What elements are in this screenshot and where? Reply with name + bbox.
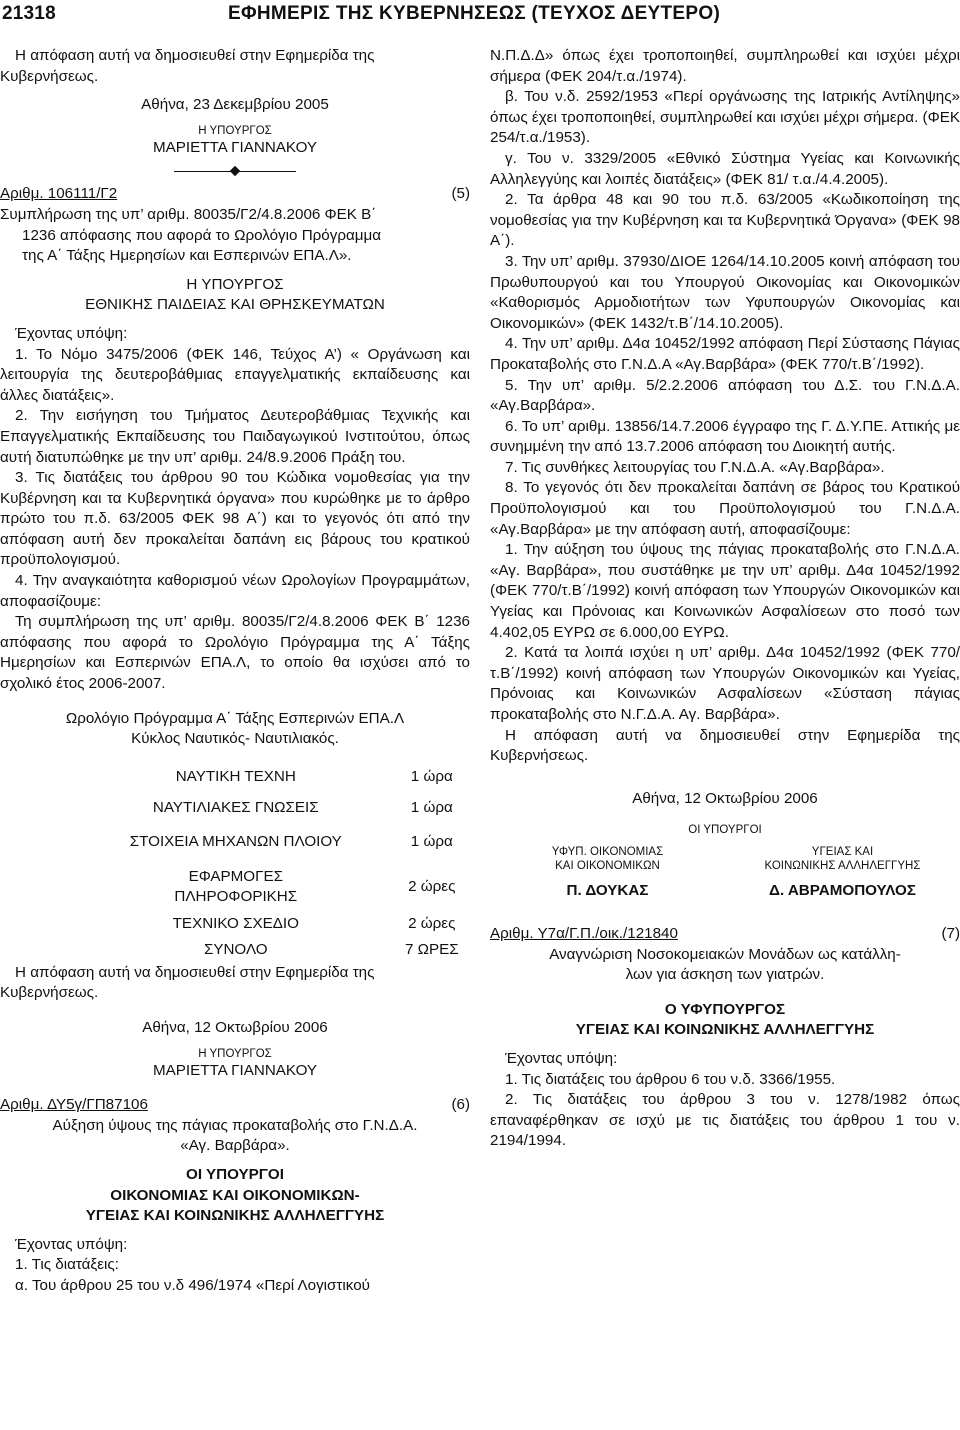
authority-title: ΟΙ ΥΠΟΥΡΓΟΙ xyxy=(186,1165,284,1183)
signatory-name: ΜΑΡΙΕΤΤΑ ΓΙΑΝΝΑΚΟΥ xyxy=(152,138,318,156)
decision-index: (5) xyxy=(451,185,470,203)
authority-name: ΥΓΕΙΑΣ ΚΑΙ ΚΟΙΝΩΝΙΚΗΣ ΑΛΛΗΛΕΓΓΥΗΣ xyxy=(85,1207,385,1225)
having-regard: Έχοντας υπόψη: xyxy=(15,1235,128,1253)
signatory-title: Η ΥΠΟΥΡΓΟΣ xyxy=(198,1047,272,1060)
paragraph: 2. Την εισήγηση του Τμήματος Δευτεροβάθμιας Τεχνικής και Επαγγελματικής Εκπαίδευσης του Παιδαγωγικού Ινστιτούτου, όπως αυτή διατυπώθηκε με την υπ’ αριθμ. 24/8.9.2006 Πράξη του. xyxy=(0,407,470,466)
authority-title: Ο ΥΦΥΠΟΥΡΓΟΣ xyxy=(664,1000,786,1018)
table-row xyxy=(78,821,470,863)
signatory-title: ΟΙ ΥΠΟΥΡΓΟΙ xyxy=(688,824,762,837)
subject-cell: ΝΑΥΤΙΚΗ ΤΕΧΝΗ xyxy=(175,768,296,786)
signatory-role: ΚΑΙ ΟΙΚΟΝΟΜΙΚΩΝ xyxy=(555,860,660,873)
signatory-title: Η ΥΠΟΥΡΓΟΣ xyxy=(198,124,272,137)
paragraph: 1. Τις διατάξεις: xyxy=(15,1256,119,1274)
page-header xyxy=(0,0,960,36)
having-regard: Έχοντας υπόψη: xyxy=(15,324,128,342)
signatory-role: ΚΟΙΝΩΝΙΚΗΣ ΑΛΛΗΛΕΓΓΥΗΣ xyxy=(764,860,921,873)
paragraph: 1. Τις διατάξεις του άρθρου 6 του ν.δ. 3366/1955. xyxy=(505,1070,836,1088)
signatory-name: Π. ΔΟΥΚΑΣ xyxy=(566,882,649,900)
paragraph: 2. Τα άρθρα 48 και 90 του π.δ. 63/2005 «Κωδικοποίηση της νομοθεσίας για την Κυβέρνηση και τα Κυβερνητικά Όργανα» (ΦΕΚ 98 Α΄). xyxy=(490,191,960,250)
hours-cell: 2 ώρες xyxy=(408,877,456,895)
decision-number: Αριθμ. Υ7α/Γ.Π./οικ./121840 xyxy=(490,924,678,942)
paragraph: Ν.Π.Δ.Δ» όπως έχει τροποποιηθεί, συμπληρωθεί και ισχύει μέχρι σήμερα (ΦΕΚ 204/τ.α./1974). xyxy=(490,47,960,85)
paragraph: 4. Την υπ’ αριθμ. Δ4α 10452/1992 απόφαση Περί Σύστασης Πάγιας Προκαταβολής στο Γ.Ν.Δ.Α «Αγ.Βαρβάρα» (ΦΕΚ 770/τ.Β΄/1992). xyxy=(490,335,960,373)
paragraph: 3. Την υπ’ αριθμ. 37930/ΔΙΟΕ 1264/14.10.2005 κοινή απόφαση του Πρωθυπουργού και του Υπουργού Οικονομίας και Οικονομικών «Καθορισμός Αρμοδιοτήτων των Υφυπουργών Οικονομίας και Οικονομικών» (ΦΕΚ 1432/τ.Β΄/14.10.2005). xyxy=(490,252,960,332)
decision-index: (7) xyxy=(941,924,960,942)
signatory-role: ΥΦΥΠ. ΟΙΚΟΝΟΜΙΑΣ xyxy=(551,846,664,859)
subject-cell: ΣΥΝΟΛΟ xyxy=(203,940,268,958)
page-number: 21318 xyxy=(2,3,56,24)
decision-number-row xyxy=(0,184,470,205)
paragraph: 5. Την υπ’ αριθμ. 5/2.2.2006 απόφαση του Δ.Σ. του Γ.Ν.Δ.Α. «Αγ.Βαρβάρα». xyxy=(490,376,960,415)
signature-right xyxy=(725,845,960,902)
table-row xyxy=(78,911,470,937)
paragraph: 2. Κατά τα λοιπά ισχύει η υπ’ αριθμ. Δ4α 10452/1992 (ΦΕΚ 770/τ.Β΄/1992) κοινή απόφαση των Υπουργών Οικονομικών και Υγείας, Πρόνοιας και Κοινωνικών Ασφαλίσεων «Σύσταση πάγιας προκαταβολής στο Ν.Γ.Δ.Α. Αγ. Βαρβάρα». xyxy=(490,644,960,723)
paragraph: 7. Τις συνθήκες λειτουργίας του Γ.Ν.Δ.Α. «Αγ.Βαρβάρα». xyxy=(505,458,885,476)
decision-number: Αριθμ. 106111/Γ2 xyxy=(0,185,118,203)
authority-title: Η ΥΠΟΥΡΓΟΣ xyxy=(186,275,284,293)
journal-title: ΕΦΗΜΕΡΙΣ ΤΗΣ ΚΥΒΕΡΝΗΣΕΩΣ (ΤΕΥΧΟΣ ΔΕΥΤΕΡΟ) xyxy=(228,3,721,24)
paragraph: γ. Του ν. 3329/2005 «Εθνικό Σύστημα Υγείας και Κοινωνικής Αλληλεγγύης και λοιπές διατάξεις» (ΦΕΚ 81/ τ.α./4.4.2005). xyxy=(490,149,960,188)
paragraph: 1. Το Νόμο 3475/2006 (ΦΕΚ 146, Τεύχος Α’) « Οργάνωση και λειτουργία της δευτεροβάθμιας επαγγελματικής εκπαίδευσης και άλλες διατάξεις». xyxy=(0,345,470,404)
authority-name: ΟΙΚΟΝΟΜΙΑΣ ΚΑΙ ΟΙΚΟΝΟΜΙΚΩΝ- xyxy=(110,1186,360,1204)
joint-signatures xyxy=(490,845,960,902)
hours-cell: 2 ώρες xyxy=(408,914,456,932)
separator xyxy=(174,164,296,178)
table-row xyxy=(78,863,470,911)
paragraph: 6. Το υπ’ αριθμ. 13856/14.7.2006 έγγραφο της Γ. Δ.Υ.ΠΕ. Αττικής με συνημμένη την από 13.7.2006 απόφαση του Διοικητή αυτής. xyxy=(490,417,960,456)
date-line: Αθήνα, 12 Οκτωβρίου 2006 xyxy=(632,789,818,807)
paragraph: 1. Την αύξηση του ύψους της πάγιας προκαταβολής στο Γ.Ν.Δ.Α. «Αγ. Βαρβάρα», που συστάθηκε με την υπ’ αριθμ. Δ4α 10452/1992 (ΦΕΚ 770/τ.Β΄/1992) κοινή απόφαση των Υπουργών Οικονομικών και Υγείας και Πρόνοιας και Κοινωνικών Ασφαλίσεων στο ποσό των 4.402,05 ΕΥΡΩ σε 6.000,00 ΕΥΡΩ. xyxy=(490,541,960,641)
authority-name: ΕΘΝΙΚΗΣ ΠΑΙΔΕΙΑΣ ΚΑΙ ΘΡΗΣΚΕΥΜΑΤΩΝ xyxy=(85,296,385,314)
subject-cell: ΝΑΥΤΙΛΙΑΚΕΣ ΓΝΩΣΕΙΣ xyxy=(152,798,319,816)
decision-number: Αριθμ. ΔΥ5γ/ΓΠ87106 xyxy=(0,1096,148,1114)
date-line: Αθήνα, 12 Οκτωβρίου 2006 xyxy=(142,1019,328,1036)
decision-number-row xyxy=(490,924,960,945)
decision-title: Συμπλήρωση της υπ’ αριθμ. 80035/Γ2/4.8.2006 ΦΕΚ Β΄ 1236 απόφασης που αφορά το Ωρολόγιο Πρόγραμμα της Α΄ Τάξης Ημερησίων και Εσπερινών ΕΠΑ.Λ». xyxy=(0,205,382,265)
publication-line: Η απόφαση αυτή να δημοσιευθεί στην Εφημερίδα της Κυβερνήσεως. xyxy=(490,726,960,765)
table-row xyxy=(78,937,470,963)
publication-line: Η απόφαση αυτή να δημοσιευθεί στην Εφημερίδα της Κυβερνήσεως. xyxy=(0,963,375,1002)
paragraph: Τη συμπλήρωση της υπ’ αριθμ. 80035/Γ2/4.8.2006 ΦΕΚ Β΄ 1236 απόφασης που αφορά το Ωρολόγιο Πρόγραμμα της Α΄ Τάξης Ημερησίων και Εσπερινών ΕΠΑ.Λ, το οποίο θα ισχύσει από το σχολικό έτος 2006-2007. xyxy=(0,613,470,693)
paragraph: β. Του ν.δ. 2592/1953 «Περί οργάνωσης της Ιατρικής Αντίληψης» όπως έχει τροποποιηθεί, συμπληρωθεί και ισχύει μέχρι σήμερα. (ΦΕΚ 254/τ.α./1953). xyxy=(490,88,960,147)
table-row xyxy=(78,795,470,821)
left-column xyxy=(0,46,470,1297)
paragraph: 8. Το γεγονός ότι δεν προκαλείται δαπάνη σε βάρος του Κρατικού Προϋπολογισμού και του Προϋπολογισμού του Γ.Ν.Δ.Α. «Αγ.Βαρβάρα» με την απόφαση αυτή, αποφασίζουμε: xyxy=(490,479,960,538)
schedule-title: Ωρολόγιο Πρόγραμμα Α΄ Τάξης Εσπερινών ΕΠΑ.Λ xyxy=(65,709,405,727)
schedule-subtitle: Κύκλος Ναυτικός- Ναυτιλιακός. xyxy=(131,730,339,748)
subject-cell: ΣΤΟΙΧΕΙΑ ΜΗΧΑΝΩΝ ΠΛΟΙΟΥ xyxy=(129,832,342,850)
decision-index: (6) xyxy=(451,1096,470,1114)
authority-name: ΥΓΕΙΑΣ ΚΑΙ ΚΟΙΝΩΝΙΚΗΣ ΑΛΛΗΛΕΓΓΥΗΣ xyxy=(575,1021,875,1039)
having-regard: Έχοντας υπόψη: xyxy=(505,1049,618,1067)
date-line: Αθήνα, 23 Δεκεμβρίου 2005 xyxy=(141,96,329,114)
hours-cell: 7 ΩΡΕΣ xyxy=(404,940,459,958)
decision-number-row xyxy=(0,1095,470,1116)
decision-title: Αύξηση ύψους της πάγιας προκαταβολής στο Γ.Ν.Δ.Α. «Αγ. Βαρβάρα». xyxy=(52,1116,418,1155)
signatory-role: ΥΓΕΙΑΣ ΚΑΙ xyxy=(811,846,874,859)
hours-cell: 1 ώρα xyxy=(410,768,453,786)
paragraph: 3. Τις διατάξεις του άρθρου 90 του Κώδικα νομοθεσίας για την Κυβέρνηση και τα Κυβερνητικά όργανα» που κυρώθηκε με το άρθρο πρώτο του π.δ. 63/2005 ΦΕΚ 98 Α΄) και το γεγονός ότι από την απόφαση αυτή δεν προκαλείται δαπάνη εις βάρους του κρατικού προϋπολογισμού. xyxy=(0,469,470,569)
paragraph: 4. Την αναγκαιότητα καθορισμού νέων Ωρολογίων Προγραμμάτων, αποφασίζουμε: xyxy=(0,572,470,610)
right-column xyxy=(490,46,960,1152)
subject-cell: ΤΕΧΝΙΚΟ ΣΧΕΔΙΟ xyxy=(172,914,299,932)
signatory-name: Δ. ΑΒΡΑΜΟΠΟΥΛΟΣ xyxy=(769,882,916,900)
publication-line: Η απόφαση αυτή να δημοσιευθεί στην Εφημερίδα της Κυβερνήσεως. xyxy=(0,47,375,85)
table-row xyxy=(78,760,470,795)
subject-cell: ΕΦΑΡΜΟΓΕΣ ΠΛΗΡΟΦΟΡΙΚΗΣ xyxy=(174,867,298,905)
paragraph: 2. Τις διατάξεις του άρθρου 3 του ν. 1278/1982 όπως επαναφέρθηκαν σε ισχύ με τις διατάξεις του άρθρου 1 του ν. 2194/1994. xyxy=(490,1091,960,1150)
signatory-name: ΜΑΡΙΕΤΤΑ ΓΙΑΝΝΑΚΟΥ xyxy=(152,1061,318,1079)
signature-left xyxy=(490,845,725,902)
hours-cell: 1 ώρα xyxy=(410,798,453,816)
hours-cell: 1 ώρα xyxy=(410,832,453,850)
decision-title: Αναγνώριση Νοσοκομειακών Μονάδων ως κατάλλη- λων για άσκηση των γιατρών. xyxy=(549,945,901,984)
paragraph: α. Του άρθρου 25 του ν.δ 496/1974 «Περί Λογιστικού xyxy=(15,1276,370,1294)
schedule-table xyxy=(78,760,470,963)
